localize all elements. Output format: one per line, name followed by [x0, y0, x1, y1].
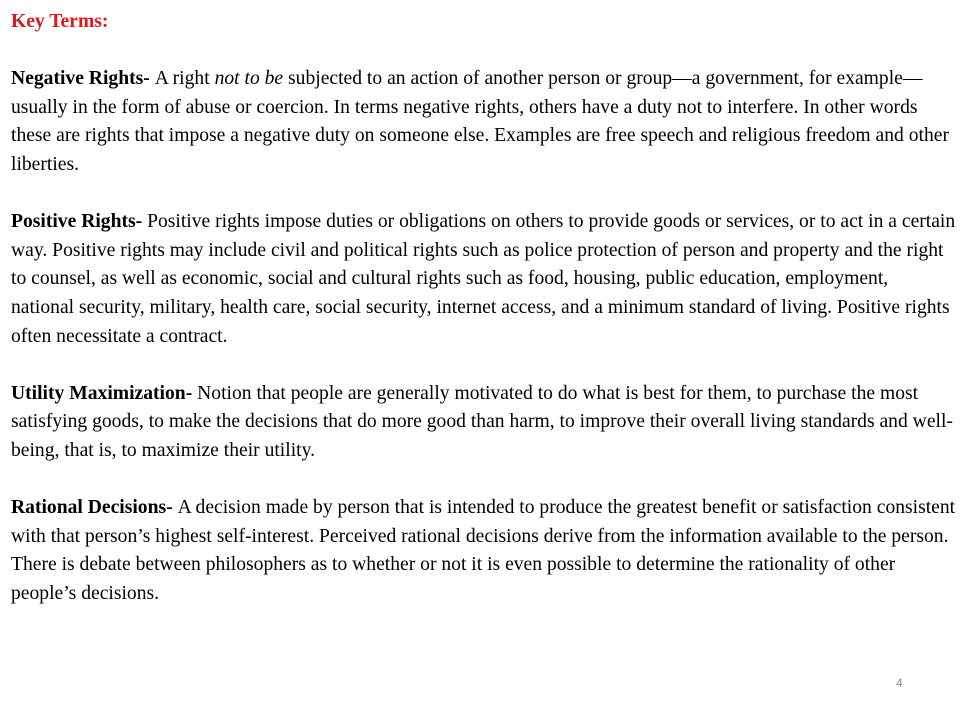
term-name: Positive Rights — [11, 211, 136, 233]
term-negative-rights — [11, 65, 956, 179]
term-name: Utility Maximization — [11, 382, 186, 404]
term-definition: Notion that people are generally motivated to do what is best for them, to purchase the most satisfying goods, to make the decisions that do more good than harm, to improve their overall living standards and well-being, that is, to maximize their utility. — [11, 382, 953, 461]
term-definition: Positive rights impose duties or obligations on others to provide goods or services, or to act in a certain way. Positive rights may include civil and political rights such as police protection of person and property and the right to counsel, as well as economic, social and cultural rights such as food, housing, public education, employment, national security, military, health care, social security, internet access, and a minimum standard of living. Positive rights often necessitate a contract. — [11, 211, 956, 347]
spacer — [11, 180, 956, 209]
spacer — [11, 37, 956, 66]
spacer — [11, 351, 956, 380]
spacer — [11, 466, 956, 495]
key-terms-heading: Key Terms: — [11, 11, 109, 32]
term-definition-emphasis: not to be — [214, 68, 284, 90]
term-separator: - — [166, 497, 178, 519]
term-utility-maximization — [11, 380, 956, 466]
term-name: Negative Rights — [11, 68, 144, 90]
slide-body — [11, 8, 956, 608]
term-positive-rights — [11, 208, 956, 351]
term-name: Rational Decisions — [11, 497, 167, 519]
term-rational-decisions — [11, 494, 956, 608]
term-definition: A decision made by person that is intended to produce the greatest benefit or satisfaction consistent with that person’s highest self-interest. Perceived rational decisions derive from the information available to the person. There is debate between philosophers as to whether or not it is even possible to determine the rationality of other people’s decisions. — [11, 497, 956, 604]
term-separator: - — [185, 382, 198, 404]
term-separator: - — [143, 68, 155, 90]
page-number: 4 — [896, 676, 903, 690]
term-definition: A right — [154, 68, 215, 90]
term-definition: subjected to an action of another person or group—a government, for example—usually in the form of abuse or coercion. In terms negative rights, others have a duty not to interfere. In other words these are rights that impose a negative duty on someone else. Examples are free speech and religious freedom and other liberties. — [11, 68, 949, 175]
term-separator: - — [135, 211, 148, 233]
